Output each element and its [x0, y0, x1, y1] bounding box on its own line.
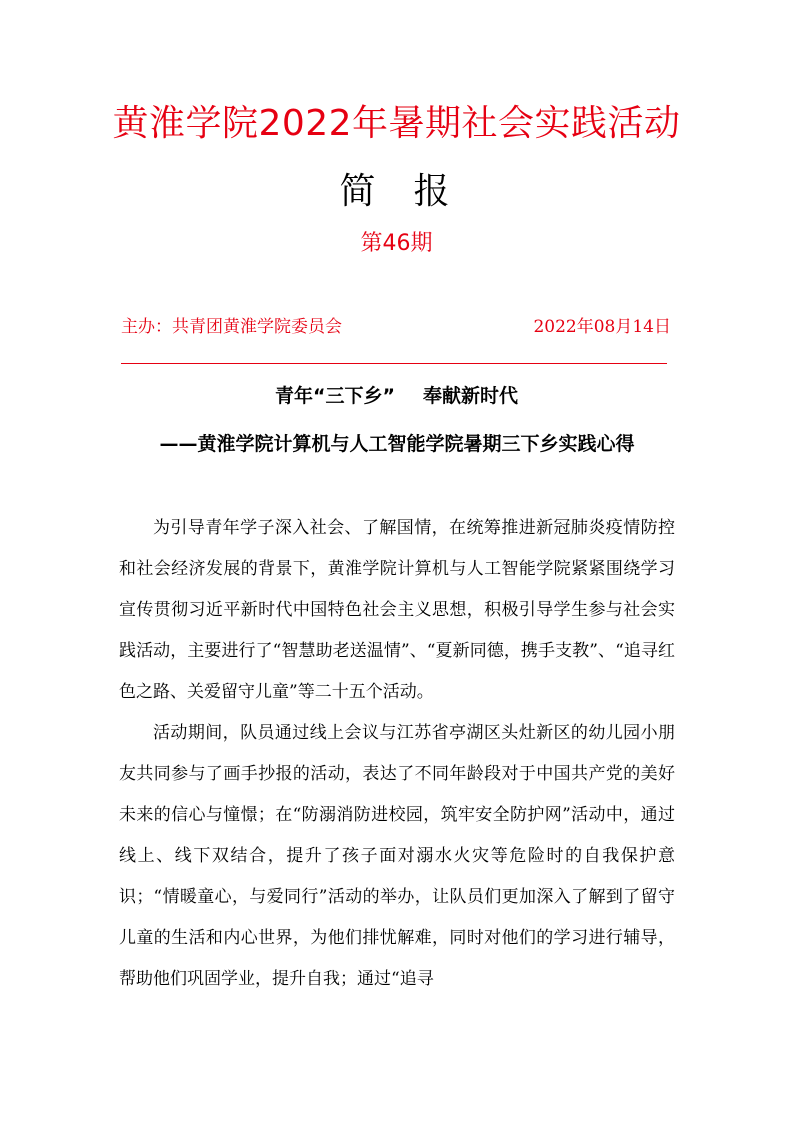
newsletter-subtitle	[0, 168, 793, 216]
issue-number: 第46期	[360, 231, 433, 256]
article-title-part-1: 青年“三下乡”	[275, 385, 395, 407]
paragraph: 活动期间，队员通过线上会议与江苏省亭湖区头灶新区的幼儿园小朋友共同参与了画手抄报的活动，表达了不同年龄段对于中国共产党的美好未来的信心与憧憬；在“防溺消防进校园，筑牢安全防护网”活动中，通过线上、线下双结合，提升了孩子面对溺水火灾等危险时的自我保护意识；“情暖童心，与爱同行”活动的举办，让队员们更加深入了解到了留守儿童的生活和内心世界，为他们排忧解难，同时对他们的学习进行辅导，帮助他们巩固学业，提升自我；通过“追寻	[119, 723, 675, 989]
meta-row	[121, 314, 671, 340]
article-title-part-2: 奉献新时代	[422, 385, 518, 407]
publish-date: 2022年08月14日	[533, 317, 671, 337]
article-body	[119, 508, 675, 1000]
header-divider	[121, 363, 667, 364]
subtitle-char-2: 报	[413, 171, 454, 212]
newsletter-title: 黄淮学院2022年暑期社会实践活动	[112, 103, 681, 144]
article-subtitle: ——黄淮学院计算机与人工智能学院暑期三下乡实践心得	[159, 433, 635, 455]
article-title	[0, 381, 793, 411]
paragraph: 为引导青年学子深入社会、了解国情，在统筹推进新冠肺炎疫情防控和社会经济发展的背景下，黄淮学院计算机与人工智能学院紧紧围绕学习宣传贯彻习近平新时代中国特色社会主义思想，积极引导学生参与社会实践活动，主要进行了“智慧助老送温情”、“夏新同德，携手支教”、“追寻红色之路、关爱留守儿童”等二十五个活动。	[119, 518, 675, 702]
subtitle-char-1: 简	[339, 171, 380, 212]
host-organization: 主办：共青团黄淮学院委员会	[121, 317, 342, 337]
